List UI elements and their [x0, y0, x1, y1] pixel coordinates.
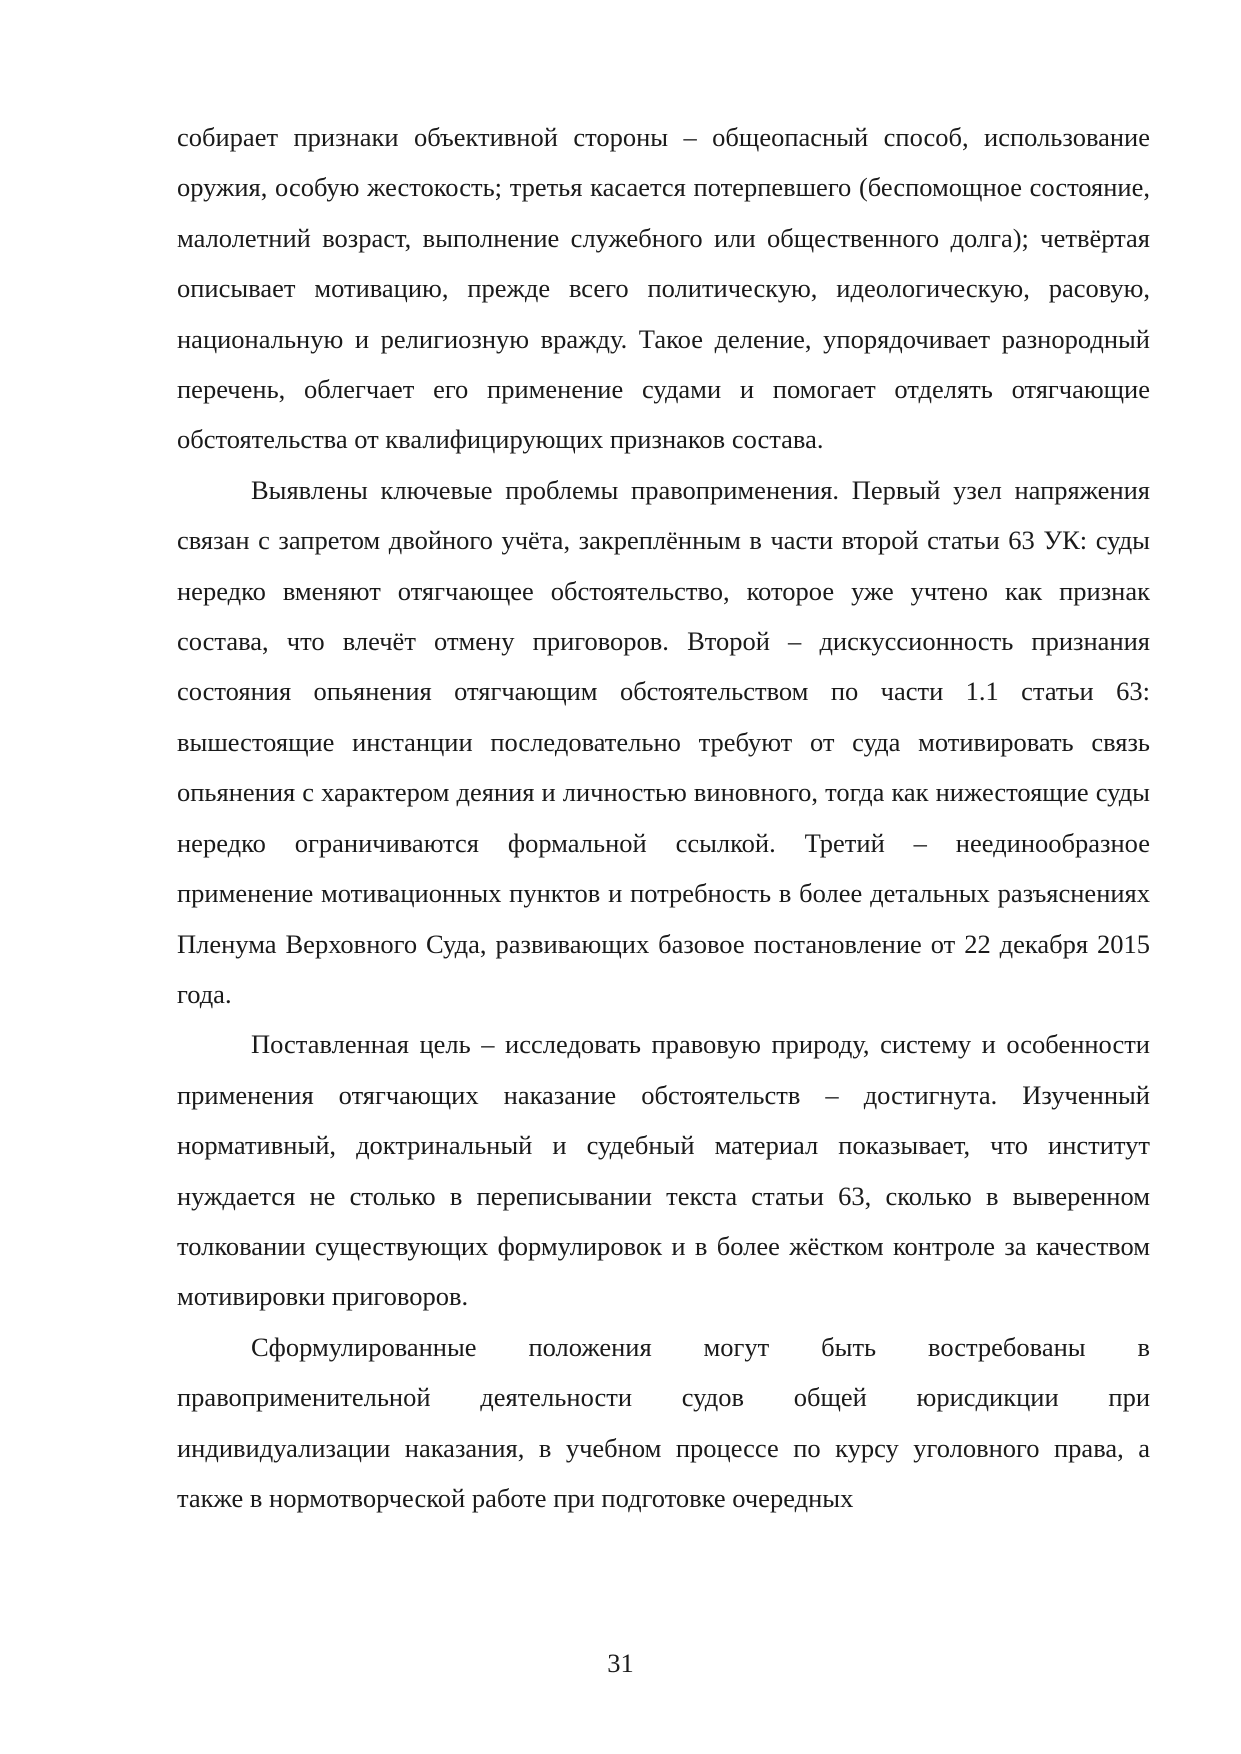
- paragraph-goal: Поставленная цель – исследовать правовую природу, систему и особенности применения отягчающих наказание обстоятельств – достигнута. Изученный нормативный, доктринальный и судебный материал показывает, что институт нуждается не столько в переписывании текста статьи 63, сколько в выверенном толковании существующих формулировок и в более жёстком контроле за качеством мотивировки приговоров.: [177, 1029, 1150, 1312]
- paragraph-continuation: собирает признаки объективной стороны – общеопасный способ, использование оружия, особую жестокость; третья касается потерпевшего (беспомощное состояние, малолетний возраст, выполнение служебного или общественного долга); четвёртая описывает мотивацию, прежде всего политическую, идеологическую, расовую, национальную и религиозную вражду. Такое деление, упорядочивает разнородный перечень, облегчает его применение судами и помогает отделять отягчающие обстоятельства от квалифицирующих признаков состава.: [177, 122, 1150, 455]
- page-number: 31: [607, 1648, 634, 1678]
- paragraph-applications: Сформулированные положения могут быть востребованы в правоприменительной деятельности судов общей юрисдикции при индивидуализации наказания, в учебном процессе по курсу уголовного права, а также в нормотворческой работе при подготовке очередных: [177, 1331, 1150, 1513]
- paragraph-problems: Выявлены ключевые проблемы правоприменения. Первый узел напряжения связан с запретом двойного учёта, закреплённым в части второй статьи 63 УК: суды нередко вменяют отягчающее обстоятельство, которое уже учтено как признак состава, что влечёт отмену приговоров. Второй – дискуссионность признания состояния опьянения отягчающим обстоятельством по части 1.1 статьи 63: вышестоящие инстанции последовательно требуют от суда мотивировать связь опьянения с характером деяния и личностью виновного, тогда как нижестоящие суды нередко ограничиваются формальной ссылкой. Третий – неединообразное применение мотивационных пунктов и потребность в более детальных разъяснениях Пленума Верховного Суда, развивающих базовое постановление от 22 декабря 2015 года.: [177, 474, 1150, 1009]
- body-text: [177, 112, 1150, 1523]
